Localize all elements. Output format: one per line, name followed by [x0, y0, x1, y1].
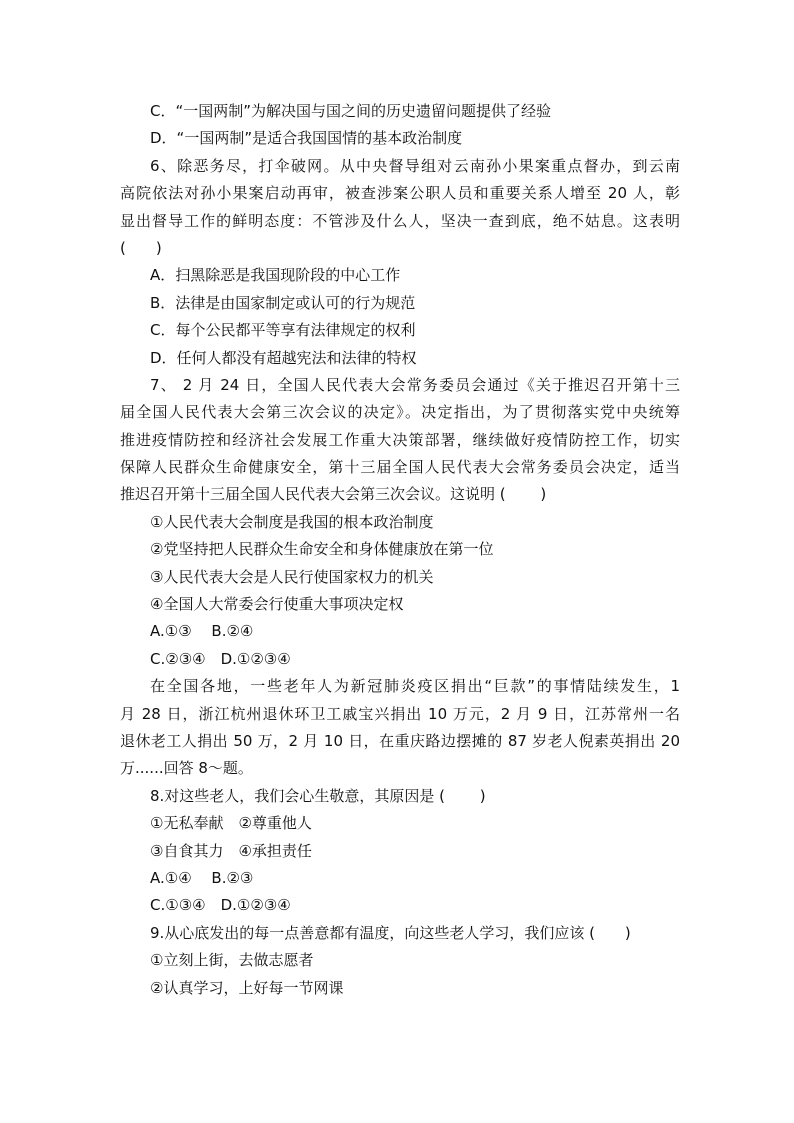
- q7-statement-4: ④全国人大常委会行使重大事项决定权: [150, 595, 404, 614]
- q9-statement-2: ②认真学习，上好每一节网课: [150, 978, 344, 997]
- q9-stem: 9.从心底发出的每一点善意都有温度，向这些老人学习，我们应该 ( ): [150, 923, 631, 942]
- q6-option-c: C．每个公民都平等享有法律规定的权利: [150, 321, 416, 340]
- q7-choices-cd: C.②③④ D.①②③④: [150, 649, 291, 668]
- exam-page: [120, 98, 680, 1002]
- q6-answer-bracket: ( ): [120, 238, 162, 257]
- q8-statements-2: ③自食其力 ④承担责任: [150, 841, 312, 860]
- q7-statement-1: ①人民代表大会制度是我国的根本政治制度: [150, 512, 434, 531]
- q6-option-d: D．任何人都没有超越宪法和法律的特权: [150, 348, 417, 367]
- q9-statement-1: ①立刻上街，去做志愿者: [150, 951, 314, 970]
- q7-stem-line-4: 保障人民群众生命健康安全，第十三届全国人民代表大会常务委员会决定，适当: [120, 458, 680, 477]
- material-line-4: 万......回答 8～题。: [120, 759, 253, 778]
- q7-statement-2: ②党坚持把人民群众生命安全和身体健康放在第一位: [150, 540, 494, 559]
- material-line-1: 在全国各地，一些老年人为新冠肺炎疫区捐出“巨款”的事情陆续发生，1: [150, 677, 680, 696]
- q8-stem: 8.对这些老人，我们会心生敬意，其原因是 ( ): [150, 786, 486, 805]
- q6-option-b: B．法律是由国家制定或认可的行为规范: [150, 293, 416, 312]
- q6-stem-line-3: 显出督导工作的鲜明态度：不管涉及什么人，坚决一查到底，绝不姑息。这表明: [120, 211, 680, 230]
- material-line-2: 月 28 日，浙江杭州退休环卫工戚宝兴捐出 10 万元，2 月 9 日，江苏常州一名: [120, 704, 680, 723]
- q5-option-d: D．“一国两制”是适合我国国情的基本政治制度: [150, 129, 463, 148]
- q8-choices-ab: A.①④ B.②③: [150, 868, 254, 887]
- q5-option-c: C．“一国两制”为解决国与国之间的历史遗留问题提供了经验: [150, 102, 552, 120]
- q6-stem-line-1: 6、除恶务尽，打伞破网。从中央督导组对云南孙小果案重点督办，到云南: [150, 156, 680, 175]
- q8-statements-1: ①无私奉献 ②尊重他人: [150, 814, 312, 833]
- q7-statement-3: ③人民代表大会是人民行使国家权力的机关: [150, 567, 434, 586]
- q7-stem-line-5: 推迟召开第十三届全国人民代表大会第三次会议。这说明 ( ): [120, 485, 547, 504]
- q6-option-a: A．扫黑除恶是我国现阶段的中心工作: [150, 266, 401, 285]
- q7-choices-ab: A.①③ B.②④: [150, 622, 254, 641]
- q7-stem-line-1: 7、 2 月 24 日，全国人民代表大会常务委员会通过《关于推迟召开第十三: [150, 375, 680, 394]
- q6-stem-line-2: 高院依法对孙小果案启动再审，被查涉案公职人员和重要关系人增至 20 人，彰: [120, 184, 680, 203]
- q8-choices-cd: C.①③④ D.①②③④: [150, 896, 291, 915]
- q7-stem-line-3: 推进疫情防控和经济社会发展工作重大决策部署，继续做好疫情防控工作，切实: [120, 430, 680, 449]
- material-line-3: 退休老工人捐出 50 万，2 月 10 日，在重庆路边摆摊的 87 岁老人倪素英捐出 20: [120, 731, 680, 750]
- q7-stem-line-2: 届全国人民代表大会第三次会议的决定》。决定指出，为了贯彻落实党中央统筹: [120, 403, 680, 422]
